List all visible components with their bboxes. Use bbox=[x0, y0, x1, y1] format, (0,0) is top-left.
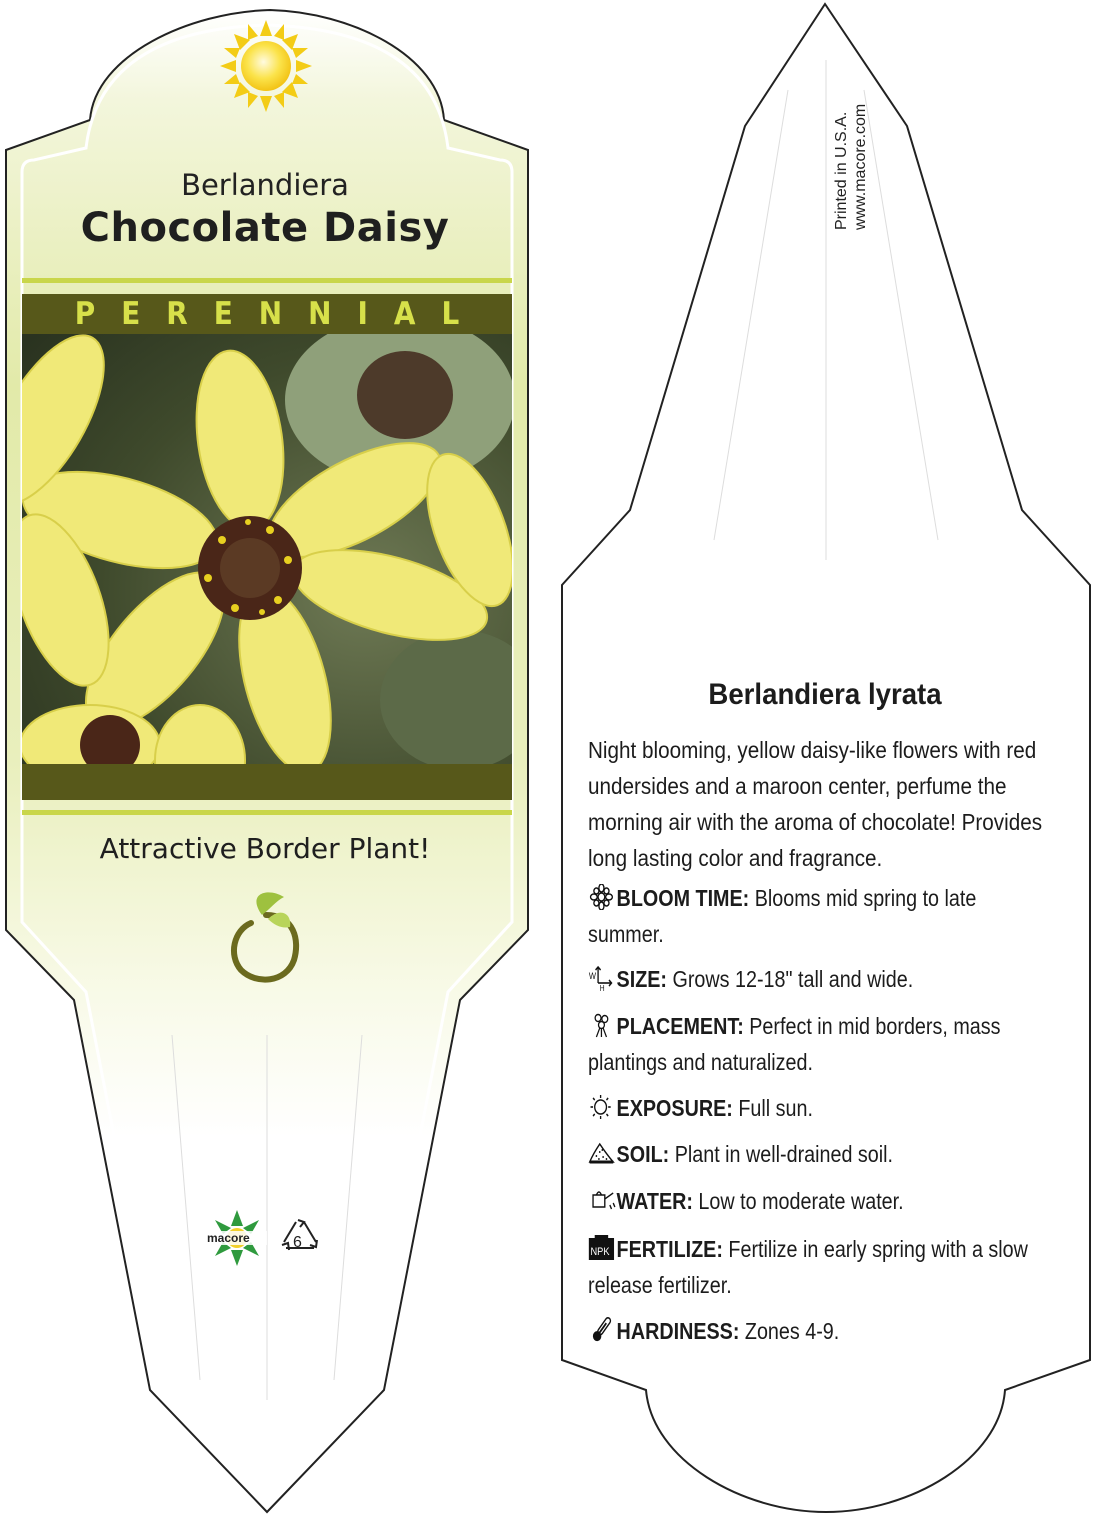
detail-size bbox=[588, 961, 1046, 997]
tagline: Attractive Border Plant! bbox=[99, 832, 431, 865]
fertilize-text: Fertilize in early spring with a slow release fertilizer. bbox=[588, 1236, 1028, 1298]
detail-soil bbox=[588, 1136, 1046, 1172]
front-genus: Berlandiera bbox=[181, 168, 349, 202]
watering-can-icon bbox=[588, 1187, 617, 1213]
flower-icon bbox=[588, 884, 617, 910]
bloom-time-text: Blooms mid spring to late summer. bbox=[588, 885, 977, 947]
bloom-time-label: BLOOM TIME: bbox=[616, 885, 750, 911]
size-icon bbox=[588, 965, 617, 991]
front-common-name: Chocolate Daisy bbox=[80, 205, 450, 251]
placement-text: Perfect in mid borders, mass plantings and naturalized. bbox=[588, 1013, 1001, 1075]
detail-exposure bbox=[588, 1090, 1046, 1126]
category-label: PERENNIAL bbox=[74, 296, 486, 332]
size-icon-h: H bbox=[599, 983, 605, 991]
sun-icon bbox=[588, 1094, 617, 1120]
water-text: Low to moderate water. bbox=[698, 1188, 904, 1214]
thermometer-icon bbox=[588, 1317, 617, 1343]
soil-text: Plant in well-drained soil. bbox=[674, 1141, 894, 1167]
print-info bbox=[832, 104, 870, 230]
printed-in-text: Printed in U.S.A. bbox=[833, 111, 850, 230]
npk-icon-text: NPK bbox=[590, 1246, 610, 1259]
size-text: Grows 12-18" tall and wide. bbox=[672, 966, 914, 992]
exposure-text: Full sun. bbox=[738, 1095, 813, 1121]
hardiness-text: Zones 4-9. bbox=[744, 1318, 840, 1344]
placement-label: PLACEMENT: bbox=[616, 1013, 744, 1039]
detail-hardiness bbox=[588, 1313, 1046, 1349]
detail-bloom-time bbox=[588, 880, 1046, 952]
botanical-name: Berlandiera lyrata bbox=[708, 678, 942, 711]
placement-icon bbox=[588, 1012, 617, 1038]
soil-icon bbox=[588, 1140, 617, 1166]
brand-name: macore bbox=[207, 1231, 250, 1245]
exposure-label: EXPOSURE: bbox=[616, 1095, 733, 1121]
website-text: www.macore.com bbox=[852, 103, 869, 230]
npk-icon bbox=[588, 1235, 617, 1261]
water-label: WATER: bbox=[616, 1188, 693, 1214]
plant-description: Night blooming, yellow daisy-like flowers with red undersides and a maroon center, perfume the morning air with the aroma of chocolate! Provides long lasting color and fragrance. bbox=[588, 737, 1043, 871]
detail-placement bbox=[588, 1008, 1046, 1080]
size-icon-w: W bbox=[588, 970, 596, 982]
detail-water bbox=[588, 1183, 1046, 1219]
size-label: SIZE: bbox=[616, 966, 668, 992]
recycle-number: 6 bbox=[293, 1234, 302, 1251]
fertilize-label: FERTILIZE: bbox=[616, 1236, 723, 1262]
soil-label: SOIL: bbox=[616, 1141, 670, 1167]
detail-fertilize bbox=[588, 1231, 1046, 1303]
hardiness-label: HARDINESS: bbox=[616, 1318, 740, 1344]
